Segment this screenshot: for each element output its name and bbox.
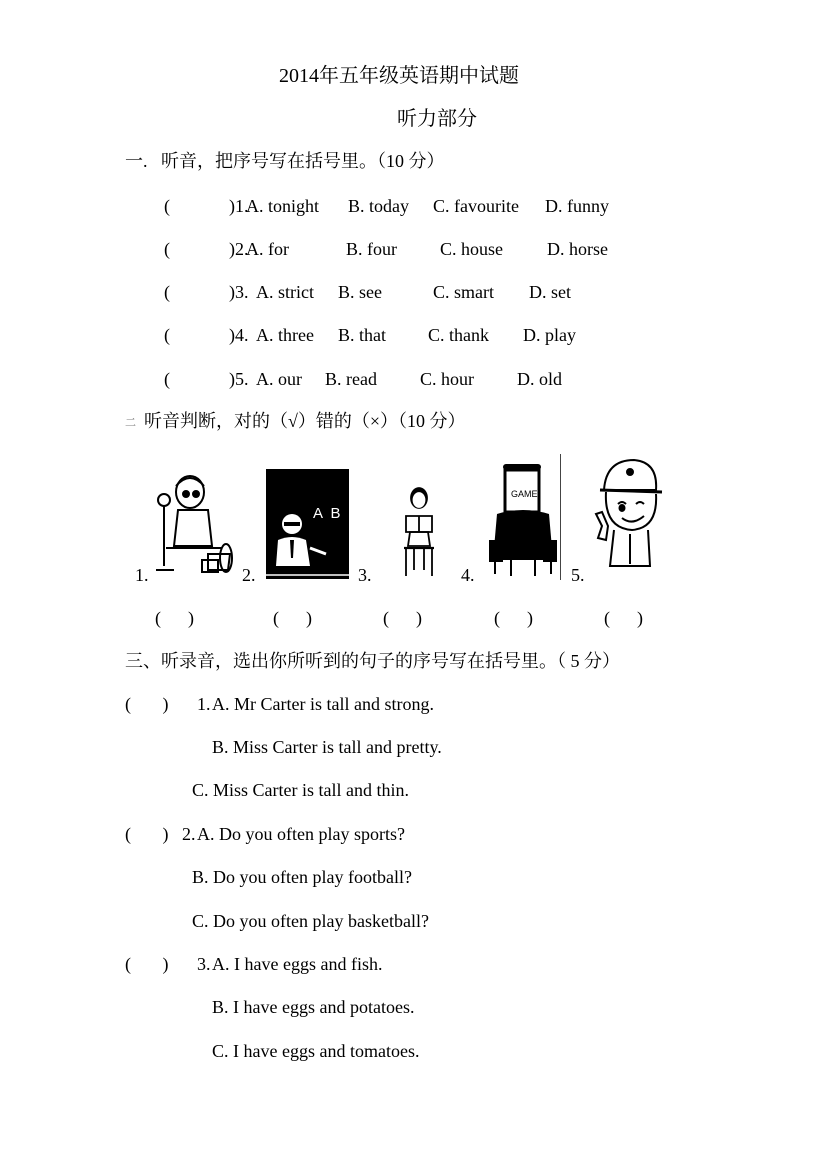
option-c: C. house (440, 239, 503, 259)
screen-text: GAME (511, 489, 538, 499)
section1-heading: 一. 听音，把序号写在括号里。（10 分） (125, 151, 445, 171)
answer-paren: ( (164, 196, 170, 216)
picture-number: 2. (242, 565, 256, 585)
option-c: C. Do you often play basketball? (192, 911, 429, 931)
option-b: B. read (325, 369, 377, 389)
question-number: )1. (229, 196, 249, 216)
teacher-at-blackboard-icon (266, 466, 349, 579)
section2-number: 二 (125, 417, 136, 429)
question-number: 1. (197, 694, 211, 714)
option-b: B. four (346, 239, 397, 259)
question-number: )2. (229, 239, 249, 259)
option-d: D. funny (545, 196, 609, 216)
question-number: )3. (229, 282, 249, 302)
boy-playing-computer-game-icon (489, 462, 557, 576)
option-d: D. old (517, 369, 562, 389)
answer-paren: ( ) (604, 608, 643, 628)
option-b: B. see (338, 282, 382, 302)
answer-paren: ( ) (125, 954, 169, 974)
option-a: A. strict (256, 282, 314, 302)
answer-paren: ( ) (494, 608, 533, 628)
section2-heading: 听音判断，对的（√）错的（×）（10 分） (144, 411, 466, 431)
picture-number: 5. (571, 565, 585, 585)
page-title: 2014年五年级英语期中试题 (279, 65, 519, 87)
option-c: C. I have eggs and tomatoes. (212, 1041, 420, 1061)
picture-number: 4. (461, 565, 475, 585)
option-b: B. Miss Carter is tall and pretty. (212, 737, 442, 757)
answer-paren: ( ) (273, 608, 312, 628)
answer-paren: ( (164, 239, 170, 259)
answer-paren: ( (164, 282, 170, 302)
option-b: B. that (338, 325, 386, 345)
picture-divider (560, 454, 561, 580)
girl-reading-book-icon (398, 486, 440, 578)
picture-number: 1. (135, 565, 149, 585)
option-d: D. set (529, 282, 571, 302)
option-a: A. Do you often play sports? (197, 824, 405, 844)
blackboard-text: A B (313, 505, 341, 522)
answer-paren: ( ) (125, 824, 169, 844)
question-number: 3. (197, 954, 211, 974)
option-a: A. for (246, 239, 289, 259)
section3-heading: 三、听录音，选出你所听到的句子的序号写在括号里。（ 5 分） (125, 651, 620, 671)
answer-paren: ( (164, 325, 170, 345)
boy-thumbs-up-icon (592, 456, 666, 576)
answer-paren: ( (164, 369, 170, 389)
boy-writing-at-desk-icon (156, 466, 234, 578)
question-number: 2. (182, 824, 196, 844)
page-subtitle: 听力部分 (397, 108, 477, 130)
option-c: C. smart (433, 282, 494, 302)
option-a: A. I have eggs and fish. (212, 954, 383, 974)
answer-paren: ( ) (125, 694, 169, 714)
option-d: D. play (523, 325, 576, 345)
option-d: D. horse (547, 239, 608, 259)
question-number: )5. (229, 369, 249, 389)
option-b: B. Do you often play football? (192, 867, 412, 887)
option-a: A. our (256, 369, 302, 389)
option-c: C. hour (420, 369, 474, 389)
option-b: B. I have eggs and potatoes. (212, 997, 415, 1017)
option-a: A. tonight (246, 196, 320, 216)
picture-number: 3. (358, 565, 372, 585)
option-a: A. three (256, 325, 314, 345)
option-c: C. Miss Carter is tall and thin. (192, 780, 409, 800)
answer-paren: ( ) (155, 608, 194, 628)
question-number: )4. (229, 325, 249, 345)
option-c: C. favourite (433, 196, 519, 216)
answer-paren: ( ) (383, 608, 422, 628)
option-a: A. Mr Carter is tall and strong. (212, 694, 434, 714)
option-c: C. thank (428, 325, 489, 345)
option-b: B. today (348, 196, 409, 216)
